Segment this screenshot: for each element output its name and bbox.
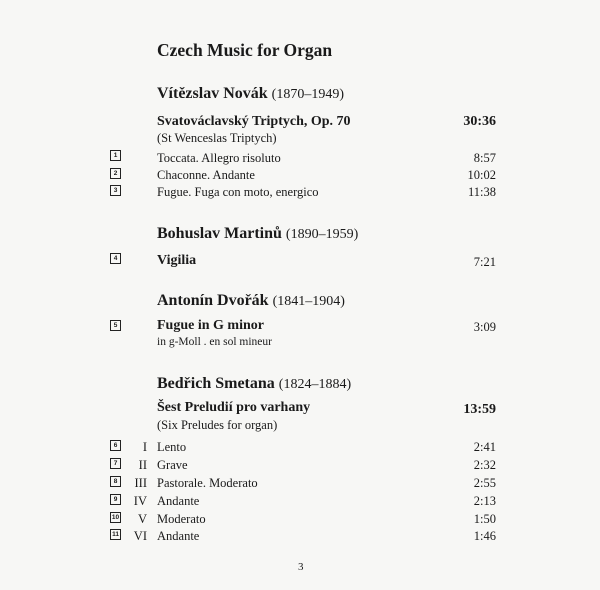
composer-dvorak bbox=[157, 292, 345, 310]
composer-dates: (1890–1959) bbox=[285, 227, 359, 242]
track-subtitle: in g-Moll . en sol mineur bbox=[157, 336, 272, 348]
track-title: Grave bbox=[157, 458, 188, 472]
track-number-box: 10 bbox=[111, 514, 120, 521]
track-number-box: 11 bbox=[110, 529, 121, 540]
track-duration: 2:32 bbox=[473, 458, 496, 472]
track-number-box: 7 bbox=[110, 458, 121, 469]
work-subtitle-smetana: (Six Preludes for organ) bbox=[157, 418, 278, 432]
composer-name: Bedřich Smetana bbox=[157, 375, 275, 392]
page-number: 3 bbox=[298, 561, 304, 573]
track-title: Chaconne. Andante bbox=[157, 168, 255, 182]
track-duration: 1:46 bbox=[473, 529, 496, 543]
composer-novak bbox=[157, 85, 344, 103]
page-title: Czech Music for Organ bbox=[157, 40, 333, 60]
work-duration-smetana: 13:59 bbox=[463, 402, 496, 417]
composer-martinu bbox=[157, 225, 358, 243]
composer-dates: (1824–1884) bbox=[278, 377, 352, 392]
track-duration: 2:55 bbox=[473, 476, 496, 490]
movement-numeral: IV bbox=[133, 494, 147, 508]
composer-dates: (1870–1949) bbox=[271, 87, 344, 102]
track-duration: 1:50 bbox=[473, 512, 496, 526]
movement-numeral: II bbox=[138, 458, 147, 472]
track-title: Pastorale. Moderato bbox=[157, 476, 258, 490]
track-title: Vigilia bbox=[157, 253, 197, 268]
track-title: Lento bbox=[157, 440, 187, 454]
track-duration: 10:02 bbox=[467, 168, 496, 182]
track-number-box: 4 bbox=[110, 253, 121, 264]
track-title: Andante bbox=[157, 494, 200, 508]
track-number-box: 6 bbox=[110, 440, 121, 451]
track-title: Moderato bbox=[157, 512, 206, 526]
track-duration: 2:41 bbox=[473, 440, 496, 454]
track-title: Andante bbox=[157, 529, 200, 543]
work-duration-novak: 30:36 bbox=[463, 114, 496, 129]
track-duration: 7:21 bbox=[473, 255, 496, 269]
composer-name: Vítězslav Novák bbox=[157, 85, 268, 102]
composer-name: Bohuslav Martinů bbox=[157, 225, 282, 242]
composer-smetana bbox=[157, 375, 351, 393]
track-number-box: 9 bbox=[110, 494, 121, 505]
track-number-box: 8 bbox=[110, 476, 121, 487]
work-title-smetana: Šest Preludií pro varhany bbox=[157, 400, 311, 415]
work-title-novak: Svatováclavský Triptych, Op. 70 bbox=[157, 114, 351, 129]
composer-name: Antonín Dvořák bbox=[157, 292, 269, 309]
movement-numeral: I bbox=[142, 440, 147, 454]
track-number-box: 5 bbox=[110, 320, 121, 331]
movement-numeral: III bbox=[134, 476, 147, 490]
track-title: Toccata. Allegro risoluto bbox=[157, 151, 281, 165]
track-duration: 11:38 bbox=[467, 185, 496, 199]
track-number-box: 2 bbox=[110, 168, 121, 179]
track-duration: 3:09 bbox=[473, 320, 496, 334]
track-duration: 8:57 bbox=[473, 151, 496, 165]
track-title: Fugue in G minor bbox=[157, 318, 264, 333]
track-duration: 2:13 bbox=[473, 494, 496, 508]
track-number-box: 1 bbox=[110, 150, 121, 161]
movement-numeral: V bbox=[137, 512, 147, 526]
composer-dates: (1841–1904) bbox=[272, 294, 345, 309]
work-subtitle-novak: (St Wenceslas Triptych) bbox=[157, 131, 277, 145]
track-title: Fugue. Fuga con moto, energico bbox=[157, 185, 319, 199]
track-number-box: 3 bbox=[110, 185, 121, 196]
movement-numeral: VI bbox=[133, 529, 147, 543]
